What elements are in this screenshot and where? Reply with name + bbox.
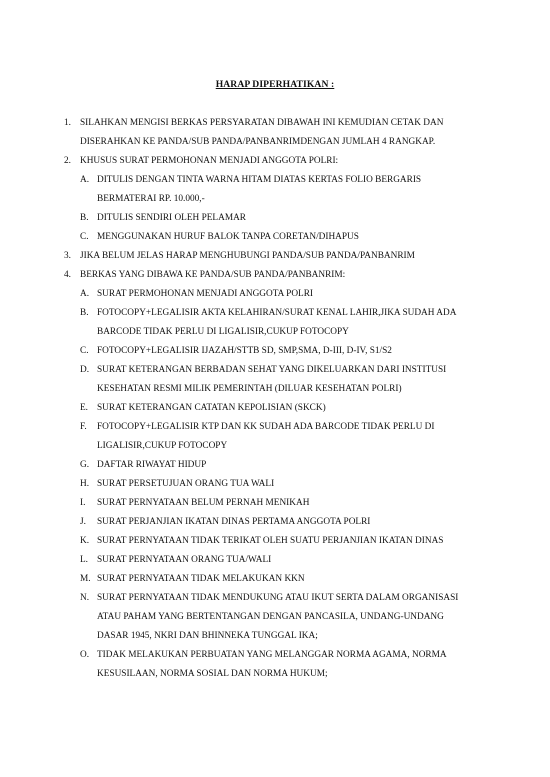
item-text: BARCODE TIDAK PERLU DI LIGALISIR,CUKUP FOTOCOPY [97, 327, 349, 337]
item-marker: 1. [64, 118, 71, 128]
item-marker: F. [80, 422, 87, 432]
item-marker: G. [80, 460, 90, 470]
sub-list-item [0, 646, 550, 665]
list-item [0, 266, 550, 285]
sub-list-item [0, 304, 550, 323]
item-text: SURAT PERNYATAAN TIDAK TERIKAT OLEH SUATU PERJANJIAN IKATAN DINAS [97, 536, 444, 546]
item-text: MENGGUNAKAN HURUF BALOK TANPA CORETAN/DIHAPUS [97, 232, 359, 242]
sub-list-item [0, 475, 550, 494]
item-marker: E. [80, 403, 89, 413]
item-text: ATAU PAHAM YANG BERTENTANGAN DENGAN PANCASILA, UNDANG-UNDANG [97, 612, 444, 622]
item-text: SURAT PERJANJIAN IKATAN DINAS PERTAMA ANGGOTA POLRI [97, 517, 371, 527]
item-marker: O. [80, 650, 90, 660]
sub-list-item [0, 665, 550, 684]
item-text: DISERAHKAN KE PANDA/SUB PANDA/PANBANRIMDENGAN JUMLAH 4 RANGKAP. [80, 137, 436, 147]
sub-list-item [0, 190, 550, 209]
sub-list-item [0, 494, 550, 513]
item-marker: N. [80, 593, 90, 603]
item-text: DASAR 1945, NKRI DAN BHINNEKA TUNGGAL IKA; [97, 631, 318, 641]
item-marker: A. [80, 289, 90, 299]
item-text: SURAT PERNYATAAN ORANG TUA/WALI [97, 555, 272, 565]
item-text: SILAHKAN MENGISI BERKAS PERSYARATAN DIBAWAH INI KEMUDIAN CETAK DAN [80, 118, 444, 128]
item-text: TIDAK MELAKUKAN PERBUATAN YANG MELANGGAR NORMA AGAMA, NORMA [97, 650, 447, 660]
item-text: DAFTAR RIWAYAT HIDUP [97, 460, 207, 470]
sub-list-item [0, 399, 550, 418]
sub-list-item [0, 627, 550, 646]
item-text: BERKAS YANG DIBAWA KE PANDA/SUB PANDA/PANBANRIM: [80, 270, 346, 280]
sub-list-item [0, 589, 550, 608]
item-text: SURAT PERNYATAAN TIDAK MELAKUKAN KKN [97, 574, 305, 584]
item-marker: 3. [64, 251, 71, 261]
sub-list-item [0, 513, 550, 532]
item-marker: I. [80, 498, 86, 508]
item-text: DITULIS SENDIRI OLEH PELAMAR [97, 213, 246, 223]
sub-list-item [0, 171, 550, 190]
item-text: FOTOCOPY+LEGALISIR KTP DAN KK SUDAH ADA BARCODE TIDAK PERLU DI [97, 422, 435, 432]
item-text: SURAT PERNYATAAN TIDAK MENDUKUNG ATAU IKUT SERTA DALAM ORGANISASI [97, 593, 459, 603]
item-marker: C. [80, 232, 89, 242]
item-marker: B. [80, 213, 89, 223]
item-marker: K. [80, 536, 90, 546]
page-title: HARAP DIPERHATIKAN : [215, 79, 335, 90]
item-text: SURAT PERSETUJUAN ORANG TUA WALI [97, 479, 275, 489]
sub-list-item [0, 209, 550, 228]
item-marker: 4. [64, 270, 71, 280]
list-item [0, 247, 550, 266]
sub-list-item [0, 361, 550, 380]
requirements-list [0, 114, 550, 684]
item-text: KESUSILAAN, NORMA SOSIAL DAN NORMA HUKUM; [97, 669, 328, 679]
item-marker: 2. [64, 156, 71, 166]
item-text: SURAT KETERANGAN BERBADAN SEHAT YANG DIKELUARKAN DARI INSTITUSI [97, 365, 447, 375]
item-marker: D. [80, 365, 90, 375]
item-text: SURAT KETERANGAN CATATAN KEPOLISIAN (SKCK) [97, 403, 326, 413]
sub-list-item [0, 437, 550, 456]
item-text: LIGALISIR,CUKUP FOTOCOPY [97, 441, 228, 451]
sub-list-item [0, 608, 550, 627]
sub-list-item [0, 418, 550, 437]
item-text: FOTOCOPY+LEGALISIR IJAZAH/STTB SD, SMP,SMA, D-III, D-IV, S1/S2 [97, 346, 392, 356]
item-text: JIKA BELUM JELAS HARAP MENGHUBUNGI PANDA/SUB PANDA/PANBANRIM [80, 251, 415, 261]
list-item [0, 133, 550, 152]
item-marker: J. [80, 517, 86, 527]
item-text: KESEHATAN RESMI MILIK PEMERINTAH (DILUAR KESEHATAN POLRI) [97, 384, 402, 394]
item-text: FOTOCOPY+LEGALISIR AKTA KELAHIRAN/SURAT KENAL LAHIR,JIKA SUDAH ADA [97, 308, 457, 318]
sub-list-item [0, 551, 550, 570]
sub-list-item [0, 532, 550, 551]
list-item [0, 152, 550, 171]
item-marker: A. [80, 175, 90, 185]
sub-list-item [0, 228, 550, 247]
item-text: SURAT PERMOHONAN MENJADI ANGGOTA POLRI [97, 289, 314, 299]
item-text: DITULIS DENGAN TINTA WARNA HITAM DIATAS KERTAS FOLIO BERGARIS [97, 175, 422, 185]
sub-list-item [0, 380, 550, 399]
item-text: KHUSUS SURAT PERMOHONAN MENJADI ANGGOTA POLRI: [80, 156, 339, 166]
sub-list-item [0, 342, 550, 361]
list-item [0, 114, 550, 133]
sub-list-item [0, 285, 550, 304]
item-marker: H. [80, 479, 90, 489]
item-text: BERMATERAI RP. 10.000,- [97, 194, 205, 204]
sub-list-item [0, 323, 550, 342]
item-marker: C. [80, 346, 89, 356]
item-text: SURAT PERNYATAAN BELUM PERNAH MENIKAH [97, 498, 310, 508]
sub-list-item [0, 570, 550, 589]
item-marker: B. [80, 308, 89, 318]
item-marker: L. [80, 555, 89, 565]
item-marker: M. [80, 574, 91, 584]
sub-list-item [0, 456, 550, 475]
